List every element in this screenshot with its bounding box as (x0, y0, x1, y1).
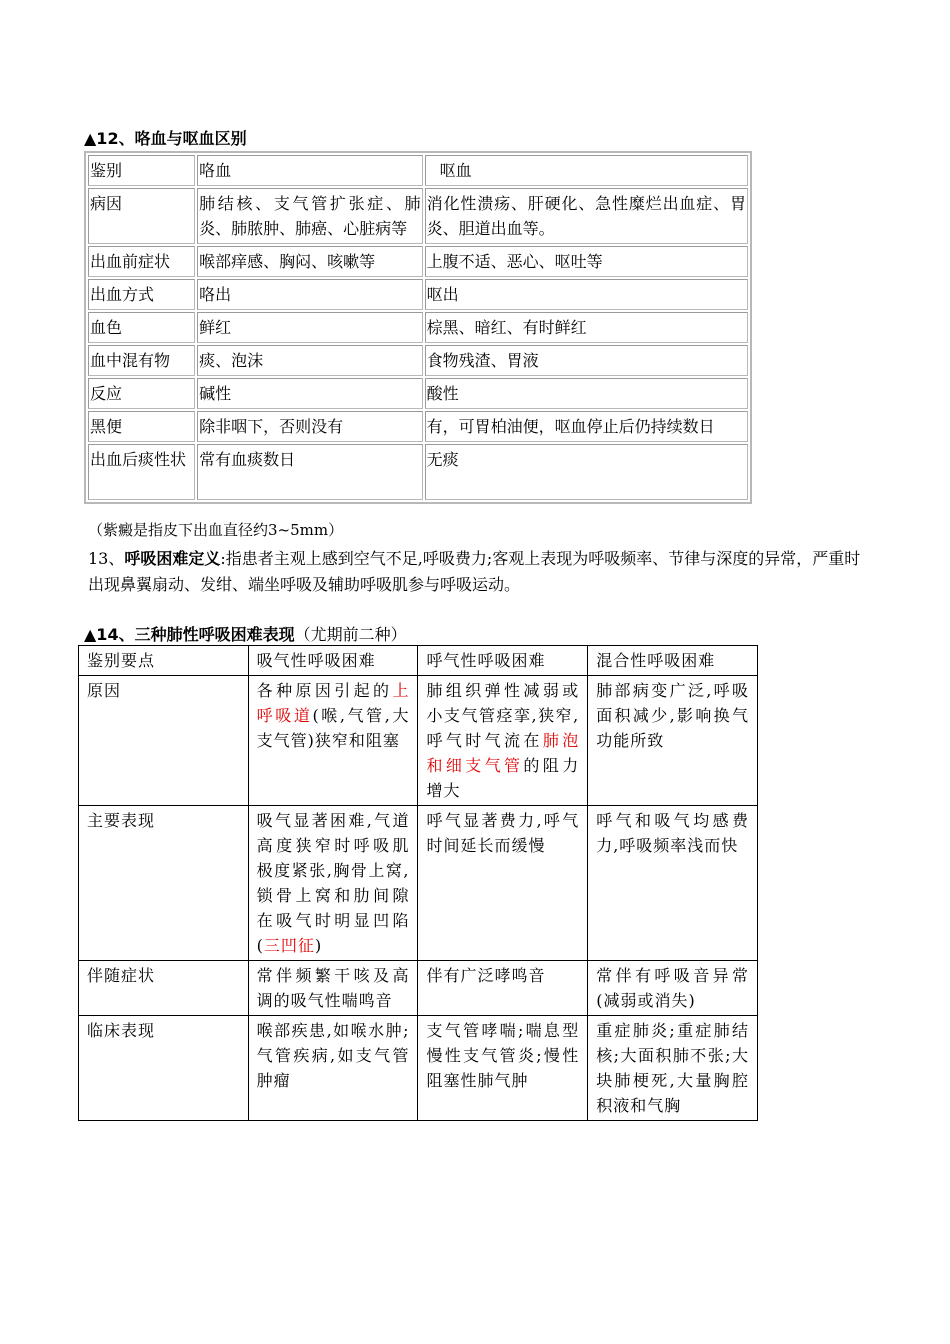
row-label: 出血方式 (88, 279, 195, 310)
table-row (88, 312, 748, 343)
hemoptysis-cell: 咯出 (197, 279, 423, 310)
hemoptysis-cell: 喉部痒感、胸闷、咳嗽等 (197, 246, 423, 277)
row-label: 出血前症状 (88, 246, 195, 277)
hematemesis-cell: 上腹不适、恶心、呕吐等 (425, 246, 748, 277)
table-row (79, 1016, 758, 1121)
inspiratory-cell: 喉部疾患,如喉水肿;气管疾病,如支气管肿瘤 (248, 1016, 418, 1121)
expiratory-cell: 呼气显著费力,呼气时间延长而缓慢 (418, 806, 588, 961)
hematemesis-cell: 酸性 (425, 378, 748, 409)
section-13-term: 呼吸困难定义 (124, 549, 221, 568)
table-row (88, 345, 748, 376)
row-label: 主要表现 (79, 806, 249, 961)
hematemesis-cell: 有，可胃柏油便，呕血停止后仍持续数日 (425, 411, 748, 442)
table-row (88, 444, 748, 500)
row-label: 临床表现 (79, 1016, 249, 1121)
section-13-number: 13、 (88, 549, 125, 568)
expiratory-cell: 伴有广泛哮鸣音 (418, 961, 588, 1016)
expiratory-cell: 支气管哮喘;喘息型慢性支气管炎;慢性阻塞性肺气肿 (418, 1016, 588, 1121)
row-label: 病因 (88, 188, 195, 244)
table-row (88, 279, 748, 310)
expiratory-cell (418, 676, 588, 806)
hemoptysis-cell: 除非咽下，否则没有 (197, 411, 423, 442)
mixed-cell: 常伴有呼吸音异常(减弱或消失) (588, 961, 758, 1016)
row-label: 黑便 (88, 411, 195, 442)
table-row (88, 411, 748, 442)
table-row (88, 188, 748, 244)
mixed-cell: 肺部病变广泛,呼吸面积减少,影响换气功能所致 (588, 676, 758, 806)
row-label: 血中混有物 (88, 345, 195, 376)
table-row (88, 246, 748, 277)
row-label: 出血后痰性状 (88, 444, 195, 500)
mixed-cell: 重症肺炎;重症肺结核;大面积肺不张;大块肺梗死,大量胸腔积液和气胸 (588, 1016, 758, 1121)
inspiratory-cell (248, 806, 418, 961)
cell-text: (喉,气管,大支气管)狭窄和阻塞 (256, 706, 410, 750)
row-label: 血色 (88, 312, 195, 343)
hematemesis-cell: 食物残渣、胃液 (425, 345, 748, 376)
row-label: 伴随症状 (79, 961, 249, 1016)
hemoptysis-cell: 常有血痰数日 (197, 444, 423, 500)
inspiratory-cell (248, 676, 418, 806)
cell-text: 肺组织弹性减弱或小支气管痉挛,狭窄,呼气时气流在 (426, 681, 580, 750)
dyspnea-types-table (78, 645, 758, 1121)
row-label: 反应 (88, 378, 195, 409)
section-13-paragraph (88, 546, 866, 598)
hemoptysis-cell: 痰、泡沫 (197, 345, 423, 376)
section-12-title: ▲12、咯血与呕血区别 (84, 129, 247, 148)
header-cell: 鉴别 (88, 155, 195, 186)
table-header-row (88, 155, 748, 186)
hemoptysis-cell: 肺结核、支气管扩张症、肺炎、肺脓肿、肺癌、心脏病等 (197, 188, 423, 244)
row-label: 原因 (79, 676, 249, 806)
header-cell: 呕血 (425, 155, 748, 186)
section-13-text: :指患者主观上感到空气不足,呼吸费力;客观上表现为呼吸频率、节律与深度的异常，严重时出现鼻翼扇动、发绀、端坐呼吸及辅助呼吸肌参与呼吸运动。 (88, 549, 861, 594)
header-cell: 混合性呼吸困难 (588, 646, 758, 676)
purpura-note: （紫癜是指皮下出血直径约3~5mm） (88, 521, 344, 539)
header-cell: 吸气性呼吸困难 (248, 646, 418, 676)
mixed-cell: 呼气和吸气均感费力,呼吸频率浅而快 (588, 806, 758, 961)
table-row (79, 676, 758, 806)
highlight-text: 肺泡和细支气管 (426, 731, 580, 775)
cell-text: 各种原因引起的 (256, 681, 393, 700)
highlight-text: 上呼吸道 (256, 681, 410, 725)
hemoptysis-cell: 鲜红 (197, 312, 423, 343)
hemoptysis-vs-hematemesis-table (84, 151, 752, 504)
table-row (88, 378, 748, 409)
hematemesis-cell: 棕黑、暗红、有时鲜红 (425, 312, 748, 343)
cell-text: 吸气显著困难,气道高度狭窄时呼吸肌极度紧张,胸骨上窝,锁骨上窝和肋间隙在吸气时明显凹陷( (256, 811, 410, 955)
table-header-row (79, 646, 758, 676)
header-cell: 咯血 (197, 155, 423, 186)
hematemesis-cell: 呕出 (425, 279, 748, 310)
hemoptysis-cell: 碱性 (197, 378, 423, 409)
hematemesis-cell: 消化性溃疡、肝硬化、急性糜烂出血症、胃炎、胆道出血等。 (425, 188, 748, 244)
table-row (79, 961, 758, 1016)
section-14-subtitle: （尤期前二种） (294, 625, 407, 644)
inspiratory-cell: 常伴频繁干咳及高调的吸气性喘鸣音 (248, 961, 418, 1016)
cell-text: ) (314, 936, 323, 955)
header-cell: 呼气性呼吸困难 (418, 646, 588, 676)
highlight-text: 三凹征 (263, 936, 315, 955)
section-14-title (84, 622, 407, 645)
hematemesis-cell: 无痰 (425, 444, 748, 500)
cell-text: 的阻力增大 (426, 756, 580, 800)
header-cell: 鉴别要点 (79, 646, 249, 676)
table-row (79, 806, 758, 961)
section-14-title-main: ▲14、三种肺性呼吸困难表现 (84, 625, 295, 644)
